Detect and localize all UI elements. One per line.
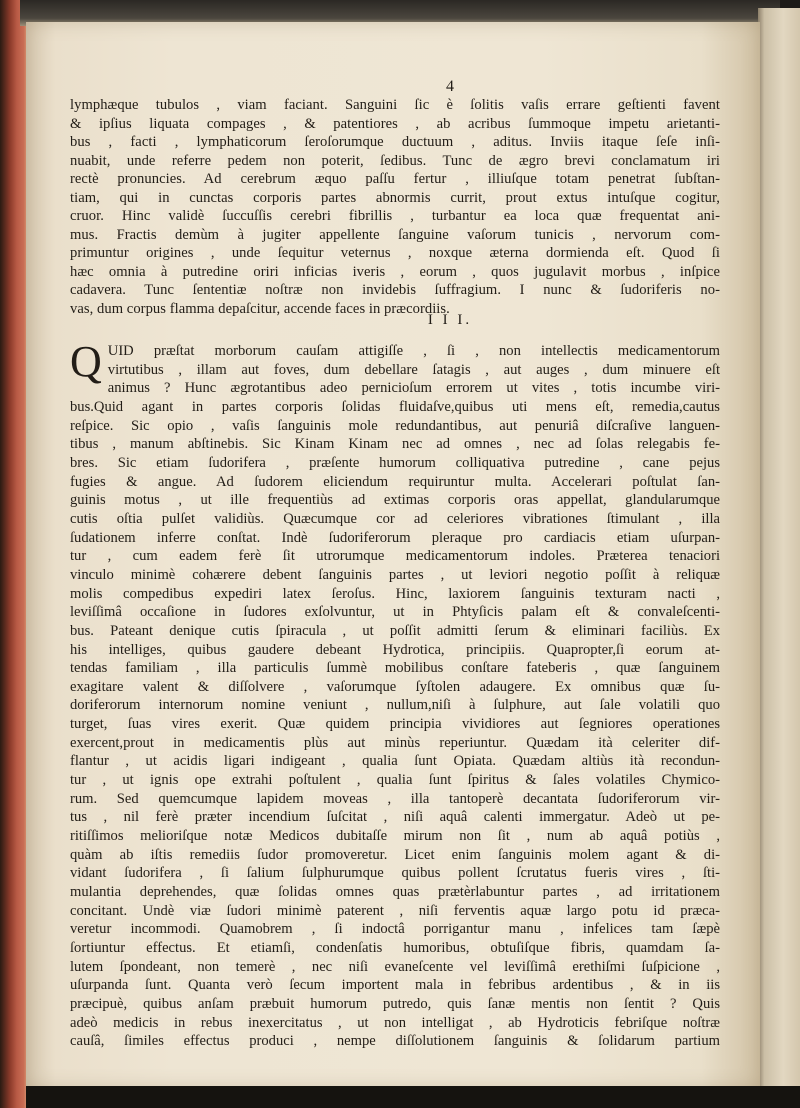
- text-line: virtutibus , illam aut foves, dum debellare ſatagis , aut auges , dum minuere eſt: [107, 361, 720, 378]
- text-line: turget, ſuas vires exerit. Quæ quidem principia vividiores aut ſegniores operationes: [70, 716, 720, 733]
- text-line: bus , facti , lymphaticorum ſeroſorumque ductuum , aditus. Inviis itaque ſeſe inſi-: [70, 134, 720, 151]
- text-line: mus. Fractis demùm à jugiter appellente ſanguine vaſorum tunicis , nervorum com-: [70, 226, 720, 243]
- text-line: uſurpanda ſunt. Quanta verò ſecum importent mala in febribus ardentibus , & in iis: [70, 977, 720, 994]
- text-line: mulantia deprehendes, quæ ſolidas omnes quas prætèrlabuntur partes , ad irritationem: [70, 884, 720, 901]
- text-line: vinculo minimè cohærere debent ſanguinis partes , ut leviori negotio poſſit à reliquæ: [70, 566, 720, 583]
- text-line: rectè pronuncies. Ad cerebrum æquo paſſu fertur , illiuſque totam penetrat ſubſtan-: [70, 171, 720, 188]
- text-line: tiam, qui in cunctas corporis partes abnormis currit, prout extus intuſque cogitur,: [70, 189, 720, 206]
- text-line: exagitare valent & diſſolvere , vaſorumque ſyſtolen adaugere. Ex omnibus quæ ſu-: [70, 678, 720, 695]
- text-line: hæc omnia à putredine oriri inficias iveris , eorum , quos jugulavit morbus , inſpice: [70, 263, 720, 280]
- text-line: cutis oſtia pulſet validiùs. Quæcumque cor ad celeriores vibrationes ſtimulant , illa: [70, 510, 720, 527]
- text-line: concitant. Undè viæ ſudori minimè paterent , niſi ferventis aquæ largo potu id præca-: [70, 902, 720, 919]
- text-line: UID præſtat morborum cauſam attigiſſe , ſi , non intellectis medicamentorum: [107, 343, 720, 359]
- book-binding-edge: [0, 0, 28, 1108]
- text-line: cadavera. Tunc ſententiæ noſtræ non invidebis ſuffragium. I nunc & ſudoriferis no-: [70, 282, 720, 299]
- text-line: bus. Pateant denique cutis ſpiracula , ut poſſit admitti ſerum & eliminari faciliùs. Ex: [70, 622, 720, 639]
- text-line: tus , nil ferè præter incendium ſuſcitat , niſi aquâ calenti immergatur. Adeò ut pe-: [70, 809, 720, 826]
- text-line: ſortiuntur effectus. Et etiamſi, condenſatis humoribus, obtuſiſque fibris, quamdam ſa-: [70, 940, 720, 956]
- text-line: animus ? Hunc ægrotantibus adeo pernicioſum errorem ut vites , totis incumbe viri-: [107, 380, 720, 397]
- text-line: cruor. Hinc validè ſuccuſſis cerebri fibrillis , turbantur ea loca quæ frequentat ani-: [70, 208, 720, 225]
- text-line: rum. Sed quemcumque lapidem moveas , illa tantoperè decantata ſudoriferorum vir-: [70, 790, 720, 807]
- text-line: doriferorum internorum nomine veniunt , nullum,niſi à ſulphure, aut ſale volatili quo: [70, 697, 720, 714]
- paragraph-2: [70, 337, 720, 1051]
- text-line: veretur incommodi. Quamobrem , ſi indoctâ porrigantur manu , infelices tam ſæpè: [70, 921, 720, 938]
- text-line: lutem ſpondeant, non temerè , nec niſi evaneſcente vel leviſſimâ erethiſmi ſuſpicione ,: [70, 958, 720, 975]
- text-line: leviſſimâ occaſione in ſudores exſolvuntur, ut in Phtyſicis palam eſt & convaleſcenti-: [70, 604, 720, 621]
- text-line: tibus , manum abſtinebis. Sic Kinam Kinam nec ad omnes , nec ad ſolas relegabis fe-: [70, 436, 720, 453]
- text-line: præcipuè, quibus anſam præbuit humorum putredo, quis ſanæ mentis non ſentit ? Quis: [70, 995, 720, 1012]
- text-line: nuabit, unde referre pedem non poterit, ſedibus. Tunc de ægro brevi conclamatum iri: [70, 152, 720, 169]
- text-line: tur , cum eadem ferè ſit utrorumque medicamentorum indoles. Præterea tenaciori: [70, 548, 720, 565]
- text-line: his intelliges, quibus gaudere debeant Hydrotica, principiis. Quapropter,ſi eorum at-: [70, 641, 720, 658]
- text-line: vas, dum corpus flamma depaſcitur, accende faces in præcordiis.: [70, 301, 450, 318]
- drop-cap: Q: [70, 337, 102, 386]
- paragraph-1: [70, 96, 720, 319]
- text-line: exercent,prout in medicamentis plùs aut minùs reperiuntur. Quædam ità celeriter dif-: [70, 734, 720, 751]
- page-number: 4: [446, 78, 454, 95]
- text-line: ritiſſimos melioriſque notæ Medicos dubitaſſe mirum non ſit , num ab aquâ potiùs ,: [70, 828, 720, 845]
- text-line: quàm ab iſtis remediis ſudor promoveretur. Licet enim ſanguinis molem agant & di-: [70, 846, 720, 863]
- text-line: lymphæque tubulos , viam faciant. Sanguini ſic è ſolitis vaſis errare geſtienti favent: [70, 97, 720, 113]
- text-line: bres. Sic etiam ſudorifera , præſente humorum colliquativa putredine , cane pejus: [70, 454, 720, 471]
- text-line: tur , ut ignis ope extrahi poſtulent , qualia ſunt ſpiritus & ſales volatiles Chymico-: [70, 772, 720, 789]
- bottom-shadow: [26, 1086, 800, 1108]
- text-line: primuntur origines , unde ſequitur veternus , noxque æterna dormienda eſt. Quod ſi: [70, 245, 720, 262]
- text-line: & ipſius liquata compages , & patentiores , ab acribus ſummoque impetu arietanti-: [70, 115, 720, 132]
- text-line: cauſâ, ſimiles effectus produci , nempe diſſolutionem ſanguinis & ſolidarum partium: [70, 1033, 720, 1050]
- text-line: fugies & angue. Ad ſudorem eliciendum requiruntur multa. Accelerari poſtulat ſan-: [70, 473, 720, 490]
- text-line: guinis motus , ut ille frequentiùs ad extimas corporis oras appellat, glandularumque: [70, 492, 720, 509]
- section-number: I I I.: [427, 312, 473, 328]
- adjacent-page-edge: [758, 8, 800, 1088]
- text-line: reſpice. Sic opio , vaſis ſanguinis mole redundantibus, aut penuriâ diſcraſive languen-: [70, 417, 720, 434]
- text-line: bus.Quid agant in partes corporis ſolidas fluidaſve,quibus uti mens eſt, remedia,cautus: [70, 398, 720, 415]
- text-line: adeò medicis in rebus inexercitatus , ut non intelligat , ab Hydroticis febriſque noſtræ: [70, 1014, 720, 1031]
- text-line: flantur , ut acidis ligari indigeant , qualia ſunt Opiata. Quædam altiùs ità recondun-: [70, 753, 720, 770]
- text-line: vidant ſudorifera , ſi ſalium ſulphurumque quibus pollent ſcrutatus fueris vires , ſti-: [70, 865, 720, 882]
- text-line: molis compedibus expediri latex ſeroſus. Hinc, laxiorem ſanguinis texturam nacti ,: [70, 585, 720, 602]
- text-line: ſudationem inferre conſtat. Indè ſudoriferorum pleraque pro cardiacis etiam uſurpan-: [70, 529, 720, 546]
- text-line: tendas familiam , illa particulis ſummè mobilibus conſtare fateberis , quæ ſanguinem: [70, 660, 720, 677]
